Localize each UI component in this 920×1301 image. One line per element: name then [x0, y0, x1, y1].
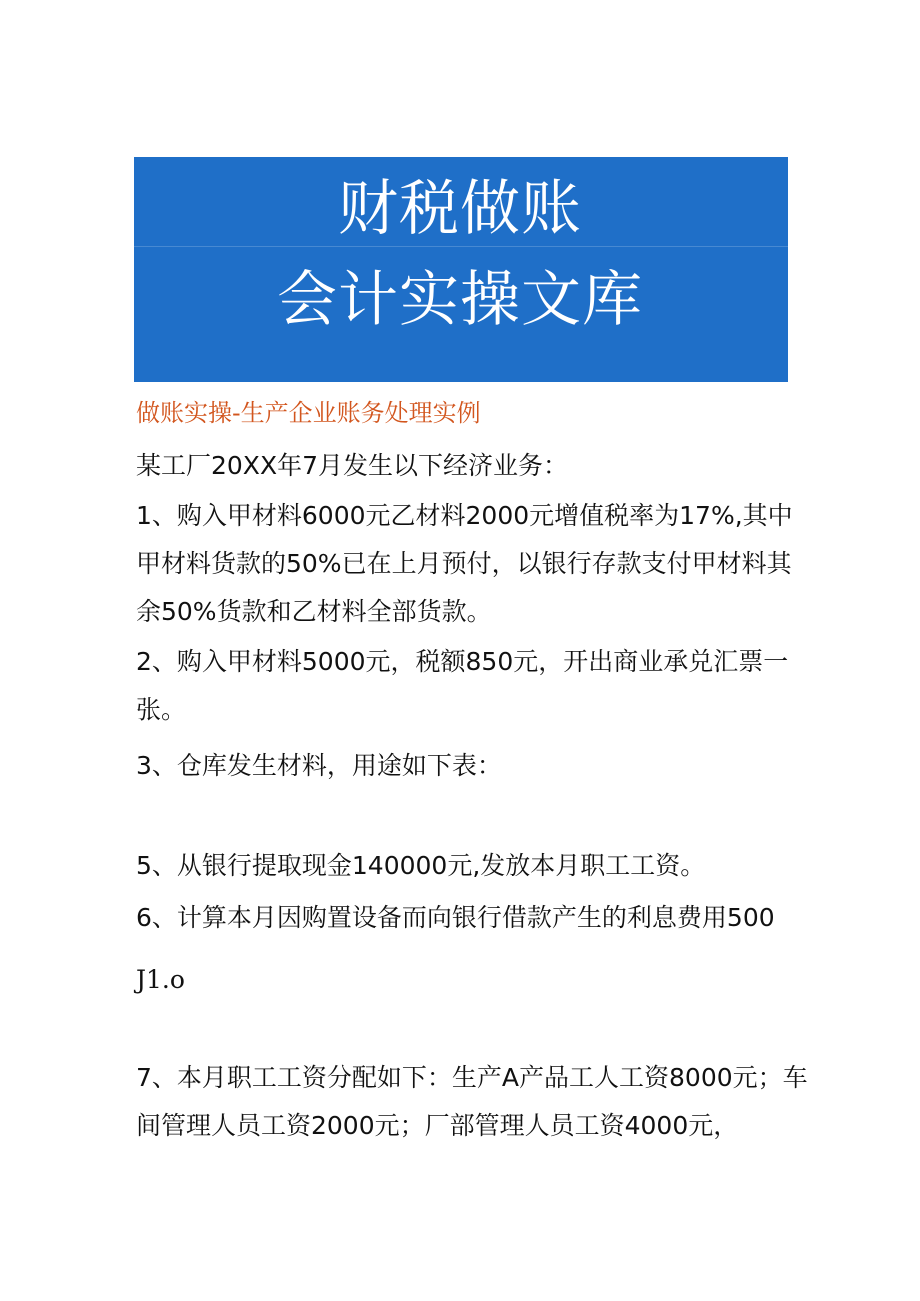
- item-5-paragraph: [136, 842, 786, 890]
- item-7-paragraph: [136, 1054, 808, 1150]
- item-6-continuation: [136, 956, 786, 1004]
- item-7-line: 间管理人员工资2000元；厂部管理人员工资4000元，: [136, 1111, 739, 1140]
- item-1-line: 1、购入甲材料6000元乙材料2000元增值税率为17%,其中: [136, 501, 793, 530]
- item-6-continuation-text: J1.o: [136, 965, 185, 994]
- item-2-line: 2、购入甲材料5000元，税额850元，开出商业承兑汇票一: [136, 647, 789, 676]
- item-1-line: 甲材料货款的50%已在上月预付，以银行存款支付甲材料其: [136, 549, 792, 578]
- intro-text: 某工厂20XX年7月发生以下经济业务：: [136, 451, 568, 480]
- item-6-line: 6、计算本月因购置设备而向银行借款产生的利息费用500: [136, 903, 775, 932]
- item-5-line: 5、从银行提取现金140000元,发放本月职工工资。: [136, 851, 706, 880]
- item-1-paragraph: [136, 492, 793, 636]
- item-3-paragraph: [136, 742, 786, 790]
- item-2-line: 张。: [136, 695, 187, 724]
- banner-title-line1: 财税做账: [338, 174, 582, 244]
- item-3-line: 3、仓库发生材料，用途如下表：: [136, 751, 502, 780]
- banner-title-line2: 会计实操文库: [277, 265, 643, 335]
- banner-divider: [134, 246, 788, 247]
- item-2-paragraph: [136, 638, 789, 734]
- intro-paragraph: [136, 442, 786, 490]
- item-7-line: 7、本月职工工资分配如下：生产A产品工人工资8000元；车: [136, 1063, 808, 1092]
- item-6-paragraph: [136, 894, 786, 942]
- item-1-line: 余50%货款和乙材料全部货款。: [136, 597, 492, 626]
- section-subtitle: 做账实操-生产企业账务处理实例: [136, 399, 481, 427]
